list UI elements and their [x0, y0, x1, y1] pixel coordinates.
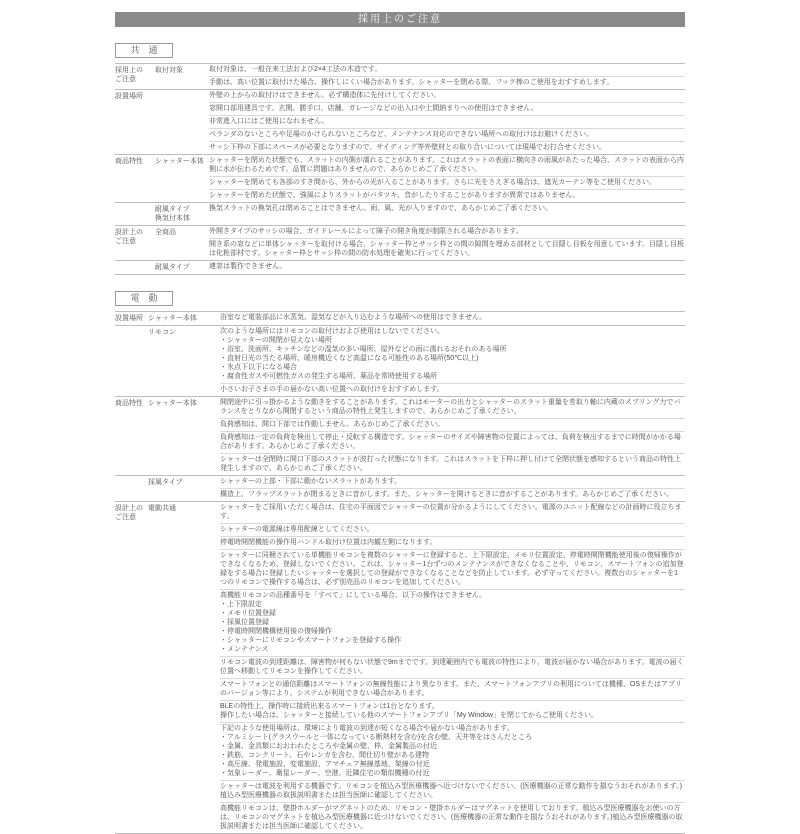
note-row: [209, 141, 685, 154]
subcategory-line: シャッター本体: [148, 315, 197, 322]
category-label: [115, 90, 155, 154]
note-line: ・上下限設定: [220, 601, 262, 608]
note-line: 高機能リモコンの品種番号を「すべて」にしている場合、以下の操作はできません。: [220, 592, 487, 599]
subcategory-label: [148, 312, 220, 325]
note-row: [209, 64, 685, 76]
subcategory-line: 全商品: [155, 229, 176, 236]
note-line: 浴室など電装部品に水蒸気、湿気などが入り込むような場所への使用はできません。: [220, 314, 487, 321]
category-line: 商品特性: [115, 400, 143, 407]
category-label: [115, 261, 155, 274]
note-line: リモコン電波の到達距離は、障害物が何もない状態で9mまでです。到達範囲内でも電波の特性により、電波が届かない場合があります。電波の届く位置へ移動してリモコンを操作してください。: [220, 659, 684, 675]
category-label: [115, 502, 148, 833]
note-line: 次のような場所にはリモコンの取付けおよび使用はしないでください。: [220, 328, 444, 335]
note-line: 下記のような使用場所は、環境により電波の到達が短くなる場合や届かない場合があります。: [220, 725, 514, 732]
category-line: 設置場所: [115, 93, 143, 100]
notes-table-electric: [115, 311, 685, 834]
table-group: [115, 260, 685, 274]
note-row: [220, 476, 685, 488]
note-rows: [209, 261, 685, 274]
note-line: ・気象レーダー、衛星レーダー、空港、近隣住宅の類似機種の付近: [220, 770, 430, 777]
note-rows: [209, 90, 685, 154]
category-label: [115, 312, 148, 325]
subcategory-label: [155, 90, 209, 154]
note-row: [220, 549, 685, 589]
note-line: ・シャッターにリモコンやスマートフォンを登録する操作: [220, 637, 402, 644]
note-line: 連窓は製作できません。: [209, 263, 287, 270]
category-label: [115, 476, 148, 501]
category-label: [115, 397, 148, 475]
note-row: [209, 76, 685, 89]
note-row: [220, 383, 685, 396]
note-row: [209, 102, 685, 115]
table-group: [115, 202, 685, 225]
note-line: シャッターの電源線は専用配線としてください。: [220, 526, 374, 533]
note-line: スマートフォンとの通信距離はスマートフォンの無線性能により異なります。また、スマートフォンアプリの利用については機種、OSまたはアプリのバージョン等により、システムが利用できない場合があります。: [220, 681, 682, 697]
note-row: [220, 326, 685, 383]
note-row: [220, 700, 685, 722]
subcategory-line: 耐風タイプ: [155, 206, 190, 213]
note-line: 窓開口部用建具です。玄関、勝手口、店舗、ガレージなどの出入口や土間納まりへの使用はできません。: [209, 105, 538, 112]
note-line: 構造上、フラップスラットが閉まるときに音がします。また、シャッターを開けるときに音がすることがあります。あらかじめご了承ください。: [220, 491, 674, 498]
note-line: シャッターは全閉時に開口下部のスラットが波打った状態になります。これはスラットを下枠に押し付けて全閉状態を感知するという商品の特性上発生しますので、あらかじめご了承ください。: [220, 456, 682, 472]
subcategory-label: [155, 64, 209, 89]
subcategory-line: 取付対象: [155, 67, 183, 74]
category-line: ご注意: [115, 514, 136, 521]
category-label: [115, 326, 148, 396]
note-line: シャッターをご採用いただく場合は、住宅の平面図でシャッターの位置が分かるようにしてください。電源のユニット配線などの計画時に役立ちます。: [220, 504, 682, 520]
category-line: ご注意: [115, 238, 136, 245]
category-line: ご注意: [115, 76, 136, 83]
subcategory-label: [155, 261, 209, 274]
note-row: [220, 656, 685, 678]
note-line: 取付対象は、一般在来工法および2×4工法の木造です。: [209, 66, 382, 73]
note-line: ベランダのないところや足場のかけられないところなど、メンテナンス対応のできない場所への取付けはお避けください。: [209, 131, 594, 138]
document-content: [115, 0, 685, 834]
table-group: [115, 501, 685, 833]
subcategory-line: リモコン: [148, 329, 176, 336]
note-rows: [220, 476, 685, 501]
note-line: シャッターを閉めても各部のすき間から、外からの光が入ることがあります。さらに光をさえぎる場合は、遮光カーテン等をご使用ください。: [209, 179, 656, 186]
table-group: [115, 89, 685, 154]
subcategory-line: 耐風タイプ: [155, 264, 190, 271]
note-line: 負荷感知は、開口下部では作動しません。あらかじめご了承ください。: [220, 421, 445, 428]
category-label: [115, 226, 155, 260]
note-rows: [220, 326, 685, 396]
note-line: ・メモリ位置登録: [220, 610, 276, 617]
note-line: 手動は、高い位置に取付けた場合、操作しにくい場合があります。シャッターを閉める際、フック棒のご使用をおすすめします。: [209, 79, 614, 86]
subcategory-line: 電動共通: [148, 505, 176, 512]
note-row: [209, 238, 685, 260]
subcategory-label: [148, 397, 220, 475]
note-rows: [209, 226, 685, 260]
note-row: [220, 312, 685, 324]
category-line: 設計上の: [115, 505, 143, 512]
note-line: ・停電時開閉機構使用後の復帰操作: [220, 628, 332, 635]
subcategory-label: [148, 476, 220, 501]
note-row: [209, 226, 685, 238]
note-line: 外開きタイプのサッシの場合、ガイドレールによって障子の開き角度が制限される場合があります。: [209, 228, 523, 235]
note-line: ・メンテナンス: [220, 646, 269, 653]
note-row: [220, 589, 685, 656]
note-row: [209, 261, 685, 273]
note-row: [220, 536, 685, 549]
note-line: ・腐食性ガスや可燃性ガスの発生する場所、薬品を常時使用する場所: [220, 373, 437, 380]
table-group: [115, 311, 685, 325]
subcategory-line: 換気付本体: [155, 215, 190, 222]
note-row: [220, 523, 685, 536]
note-line: 換気スラットの換気孔は閉めることはできません。雨、風、光が入りますので、あらかじめご了承ください。: [209, 205, 553, 212]
note-line: 外壁の上からの取付けはできません。必ず構造体に先付けしてください。: [209, 92, 441, 99]
note-row: [209, 203, 685, 215]
table-group: [115, 63, 685, 89]
note-line: 停電時開閉機能の操作用ハンドル取付け位置は内観左側になります。: [220, 539, 437, 546]
note-row: [220, 453, 685, 475]
subcategory-label: [148, 502, 220, 833]
note-row: [220, 397, 685, 418]
category-label: [115, 155, 155, 202]
note-row: [209, 189, 685, 202]
note-line: シャッターを閉めた状態で、強風によりスラットがバタツキ、音がしたりすることがありますが異常ではありません。: [209, 192, 580, 199]
table-group: [115, 225, 685, 260]
note-row: [220, 802, 685, 833]
subcategory-label: [148, 326, 220, 396]
page-title: 採用上のご注意: [115, 12, 685, 27]
note-line: ・アルミシート(グラスウールと一体になっている断熱材を含む)を含む壁、天井等をはさんだところ: [220, 734, 533, 741]
note-line: ・氷点下以下になる場合: [220, 364, 297, 371]
table-group: [115, 396, 685, 475]
note-line: 操作したい場合は、シャッターと接続している他のスマートフォンアプリ「My Window」を閉じてからご使用ください。: [220, 712, 599, 719]
note-line: ・採風位置登録: [220, 619, 269, 626]
note-line: ・シャッターの開閉が見えない場所: [220, 337, 332, 344]
category-line: 設計上の: [115, 229, 143, 236]
note-row: [220, 502, 685, 523]
note-row: [209, 90, 685, 102]
note-row: [220, 722, 685, 780]
note-line: BLEの特性上、操作時に接続出来るスマートフォンは1台となります。: [220, 703, 439, 710]
note-line: シャッターに同梱されている単機能リモコンを複数のシャッターに登録すると、上下限設定、メモリ位置設定、停電時開閉機能使用後の復帰操作ができなくなるため、登録しないでください。これは、シャッター1台ずつのメンテナンスができなくなることや、リモコン、スマートフォンの追加登録をする場合に登録したいシャッターを選択しての登録ができなくなることなどを防止しています。必ず守ってください。複数台のシャッターを1つのリモコンで操作する場合は、必ず別売品のリモコンを追加してください。: [220, 552, 684, 586]
note-line: シャッターは電波を利用する機器です。リモコンを植込み型医療機器へ近づけないでください。(医療機器の正常な動作を損なうおそれがあります。)植込み型医療機器の取扱説明書または担当医師に確認してください。: [220, 783, 682, 799]
table-group: [115, 154, 685, 202]
subcategory-label: [155, 203, 209, 225]
subcategory-label: [155, 155, 209, 202]
section-label-common: 共 通: [115, 43, 173, 58]
note-row: [209, 115, 685, 128]
subcategory-line: シャッター本体: [148, 400, 197, 407]
note-row: [209, 155, 685, 176]
note-row: [220, 780, 685, 802]
notes-table-common: [115, 63, 685, 275]
category-label: [115, 203, 155, 225]
note-row: [220, 678, 685, 700]
note-line: ・鉄筋、コンクリート、石やレンガを含む、間仕切り壁がある建物: [220, 752, 430, 759]
category-line: 設置場所: [115, 315, 143, 322]
note-line: サッシ下枠の下部にスペースが必要となりますので、サイディング等外壁材との取り合いについては現場でお打合せください。: [209, 144, 607, 151]
note-row: [209, 128, 685, 141]
note-row: [220, 488, 685, 501]
note-row: [209, 176, 685, 189]
note-line: ・浴室、洗面所、キッチンなどの湿気の多い場所、屋外などの雨に濡れるおそれのある場所: [220, 346, 507, 353]
note-line: シャッターの上部・下部に動かないスラットがあります。: [220, 478, 402, 485]
note-rows: [209, 155, 685, 202]
note-line: ・直射日光の当たる場所、暖房機近くなど高温になる可能性のある場所(50℃以上): [220, 355, 479, 362]
note-line: ・金属、金具類におおわれたところや金属の壁、枠、金属製品の付近: [220, 743, 437, 750]
note-line: 開き系の窓などに単体シャッターを取付ける場合、シャッター枠とサッシ枠との間の隙間を埋める部材として目隠し目板を用意しています。目隠し目板は化粧部材です。シャッター枠とサッシ枠の間の防水処理を確実に行ってください。: [209, 241, 685, 257]
note-row: [220, 418, 685, 431]
note-line: ・高圧線、発電施設、変電施設、アマチュア無線基地、架線の付近: [220, 761, 430, 768]
subcategory-line: シャッター本体: [155, 158, 204, 165]
table-group: [115, 325, 685, 396]
note-rows: [209, 64, 685, 89]
sections-root: [115, 43, 685, 834]
note-line: 非常進入口にはご使用になれません。: [209, 118, 329, 125]
note-row: [220, 431, 685, 453]
category-line: 採用上の: [115, 67, 143, 74]
note-line: 負荷感知は一定の負荷を検出して停止・反転する構造です。シャッターのサイズや障害物の位置によっては、負荷を検出するまでに時間がかかる場合があります。あらかじめご了承ください。: [220, 434, 681, 450]
category-line: 商品特性: [115, 158, 143, 165]
category-label: [115, 64, 155, 89]
note-rows: [220, 397, 685, 475]
table-group: [115, 475, 685, 501]
note-line: 高機能リモコンは、壁掛ホルダーがマグネットのため、リモコン・壁掛ホルダーはマグネットを使用しております。植込み型医療機器をお使いの方は、リモコンのマグネットを植込み型医療機器に近づけないでください。(医療機器の正常な動作を損なうおそれがあります。)植込み型医療機器の取扱説明書または担当医師に確認してください。: [220, 805, 683, 830]
note-rows: [220, 312, 685, 325]
note-line: 小さいお子さまの手の届かない高い位置への取付けをおすすめします。: [220, 386, 444, 393]
note-line: シャッターを閉めた状態でも、スラットの内側が濡れることがあります。これはスラットの表面に横向きの雨風があたった場合、スラットの表面から内側に水が伝わるためです。品質に問題はありませんので、あらかじめご了承ください。: [209, 157, 684, 173]
note-line: 開閉途中に引っ掛かるような動きをすることがあります。これはモーターの出力とシャッターのスラット重量を巻取り軸に内蔵のスプリング力でバランスをとりながら開閉するという商品の特性上発生しますので、あらかじめご了承ください。: [220, 399, 681, 415]
subcategory-line: 採風タイプ: [148, 479, 183, 486]
section-label-electric: 電 動: [115, 291, 173, 306]
note-rows: [209, 203, 685, 225]
subcategory-label: [155, 226, 209, 260]
note-rows: [220, 502, 685, 833]
